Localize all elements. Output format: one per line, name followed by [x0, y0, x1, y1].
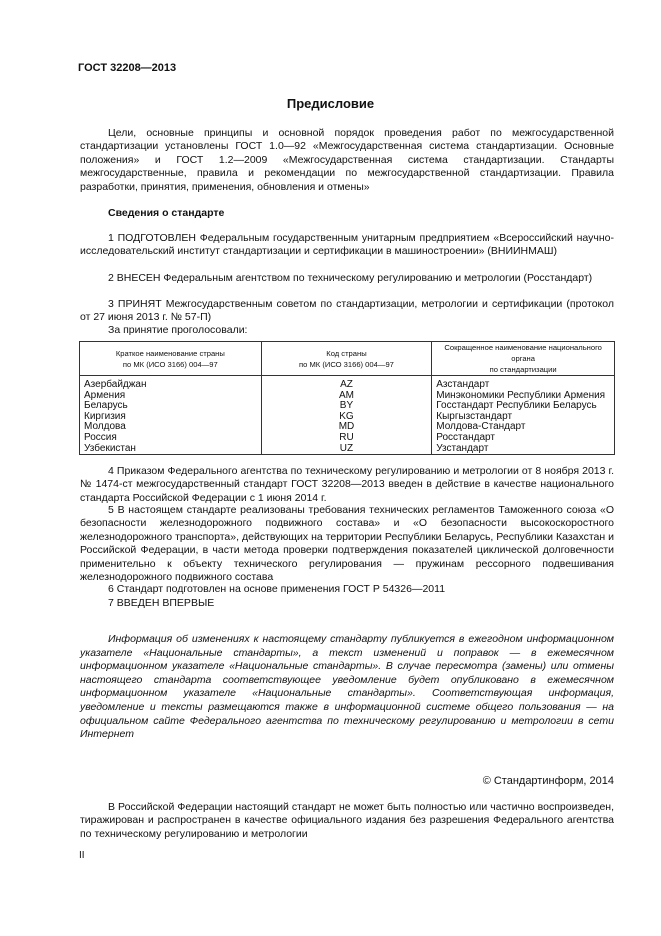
- item-1: 1 ПОДГОТОВЛЕН Федеральным государственным унитарным предприятием «Всероссийский научно-исследовательский институт стандартизации и сертификации в машиностроении» (ВНИИНМАШ): [80, 232, 614, 258]
- copyright: © Стандартинформ, 2014: [482, 775, 614, 787]
- item-7: 7 ВВЕДЕН ВПЕРВЫЕ: [108, 597, 215, 609]
- country-cell: Киргизия: [80, 412, 262, 423]
- country-cell: Азербайджан: [80, 376, 262, 391]
- voting-table: [79, 341, 615, 455]
- country-cell: Молдова: [80, 422, 262, 433]
- table-row: [80, 376, 615, 391]
- item-6: 6 Стандарт подготовлен на основе применения ГОСТ Р 54326—2011: [108, 583, 446, 595]
- country-cell: Армения: [80, 391, 262, 402]
- body-cell: Госстандарт Республики Беларусь: [432, 401, 615, 412]
- code-cell: AM: [261, 391, 432, 402]
- country-cell: Россия: [80, 433, 262, 444]
- body-cell: Кыргызстандарт: [432, 412, 615, 423]
- body-cell: Азстандарт: [432, 376, 615, 391]
- table-header-row: [80, 342, 615, 376]
- country-cell: Узбекистан: [80, 444, 262, 455]
- body-cell: Минэкономики Республики Армения: [432, 391, 615, 402]
- info-heading: Сведения о стандарте: [108, 207, 225, 219]
- item-5: 5 В настоящем стандарте реализованы требования технических регламентов Таможенного союза «О безопасности железнодорожного подвижного состава» и «О безопасности высокоскоростного железнодорожного транспорта», действующих на территории Республики Беларусь, Республики Казахстан и Российской Федерации, в части метода проверки подтверждения показателей циклической долговечности применительно к объекту технического регулирования — пружинам рессорного подвешивания железнодорожного подвижного состава: [80, 504, 614, 584]
- page-number: II: [79, 850, 85, 861]
- intro-paragraph: Цели, основные принципы и основной порядок проведения работ по межгосударственной стандартизации установлены ГОСТ 1.0—92 «Межгосударственная система стандартизации. Основные положения» и ГОСТ 1.2—2009 «Межгосударственная система стандартизации. Стандарты межгосударственные, правила и рекомендации по межгосударственной стандартизации. Правила разработки, принятия, применения, обновления и отмены»: [80, 127, 614, 193]
- reproduction-notice: В Российской Федерации настоящий стандарт не может быть полностью или частично воспроизведен, тиражирован и распространен в качестве официального издания без разрешения Федерального агентства по техническому регулированию и метрологии: [80, 801, 614, 840]
- body-cell: Молдова-Стандарт: [432, 422, 615, 433]
- code-cell: MD: [261, 422, 432, 433]
- changes-notice: Информация об изменениях к настоящему стандарту публикуется в ежегодном информационном указателе «Национальные стандарты», а текст изменений и поправок — в ежемесячном информационном указателе «Национальные стандарты». В случае пересмотра (замены) или отмены настоящего стандарта соответствующее уведомление будет опубликовано в ежемесячном информационном указателе «Национальные стандарты». Соответствующая информация, уведомление и тексты размещаются также в информационной системе общего пользования — на официальном сайте Федерального агентства по техническому регулированию и метрологии в сети Интернет: [80, 633, 614, 741]
- column-header-body: Сокращенное наименование национального органа по стандартизации: [432, 342, 615, 376]
- item-2: 2 ВНЕСЕН Федеральным агентством по техническому регулированию и метрологии (Росстандарт): [108, 272, 593, 284]
- column-header-country: Краткое наименование страны по МК (ИСО 3166) 004—97: [80, 342, 262, 376]
- code-cell: KG: [261, 412, 432, 423]
- page-title: Предисловие: [286, 96, 375, 111]
- body-cell: Росстандарт: [432, 433, 615, 444]
- code-cell: RU: [261, 433, 432, 444]
- table-row: [80, 433, 615, 444]
- item-3: 3 ПРИНЯТ Межгосударственным советом по стандартизации, метрологии и сертификации (протокол от 27 июня 2013 г. № 57-П): [80, 298, 614, 324]
- body-cell: Узстандарт: [432, 444, 615, 455]
- code-cell: AZ: [261, 376, 432, 391]
- country-cell: Беларусь: [80, 401, 262, 412]
- code-cell: UZ: [261, 444, 432, 455]
- document-code: ГОСТ 32208—2013: [78, 62, 177, 74]
- table-row: [80, 444, 615, 455]
- column-header-code: Код страны по МК (ИСО 3166) 004—97: [261, 342, 432, 376]
- item-4: 4 Приказом Федерального агентства по техническому регулированию и метрологии от 8 ноября 2013 г. № 1474-ст межгосударственный стандарт ГОСТ 32208—2013 введен в действие в качестве национального стандарта Российской Федерации с 1 июня 2014 г.: [80, 465, 614, 504]
- code-cell: BY: [261, 401, 432, 412]
- voted-label: За принятие проголосовали:: [108, 324, 248, 336]
